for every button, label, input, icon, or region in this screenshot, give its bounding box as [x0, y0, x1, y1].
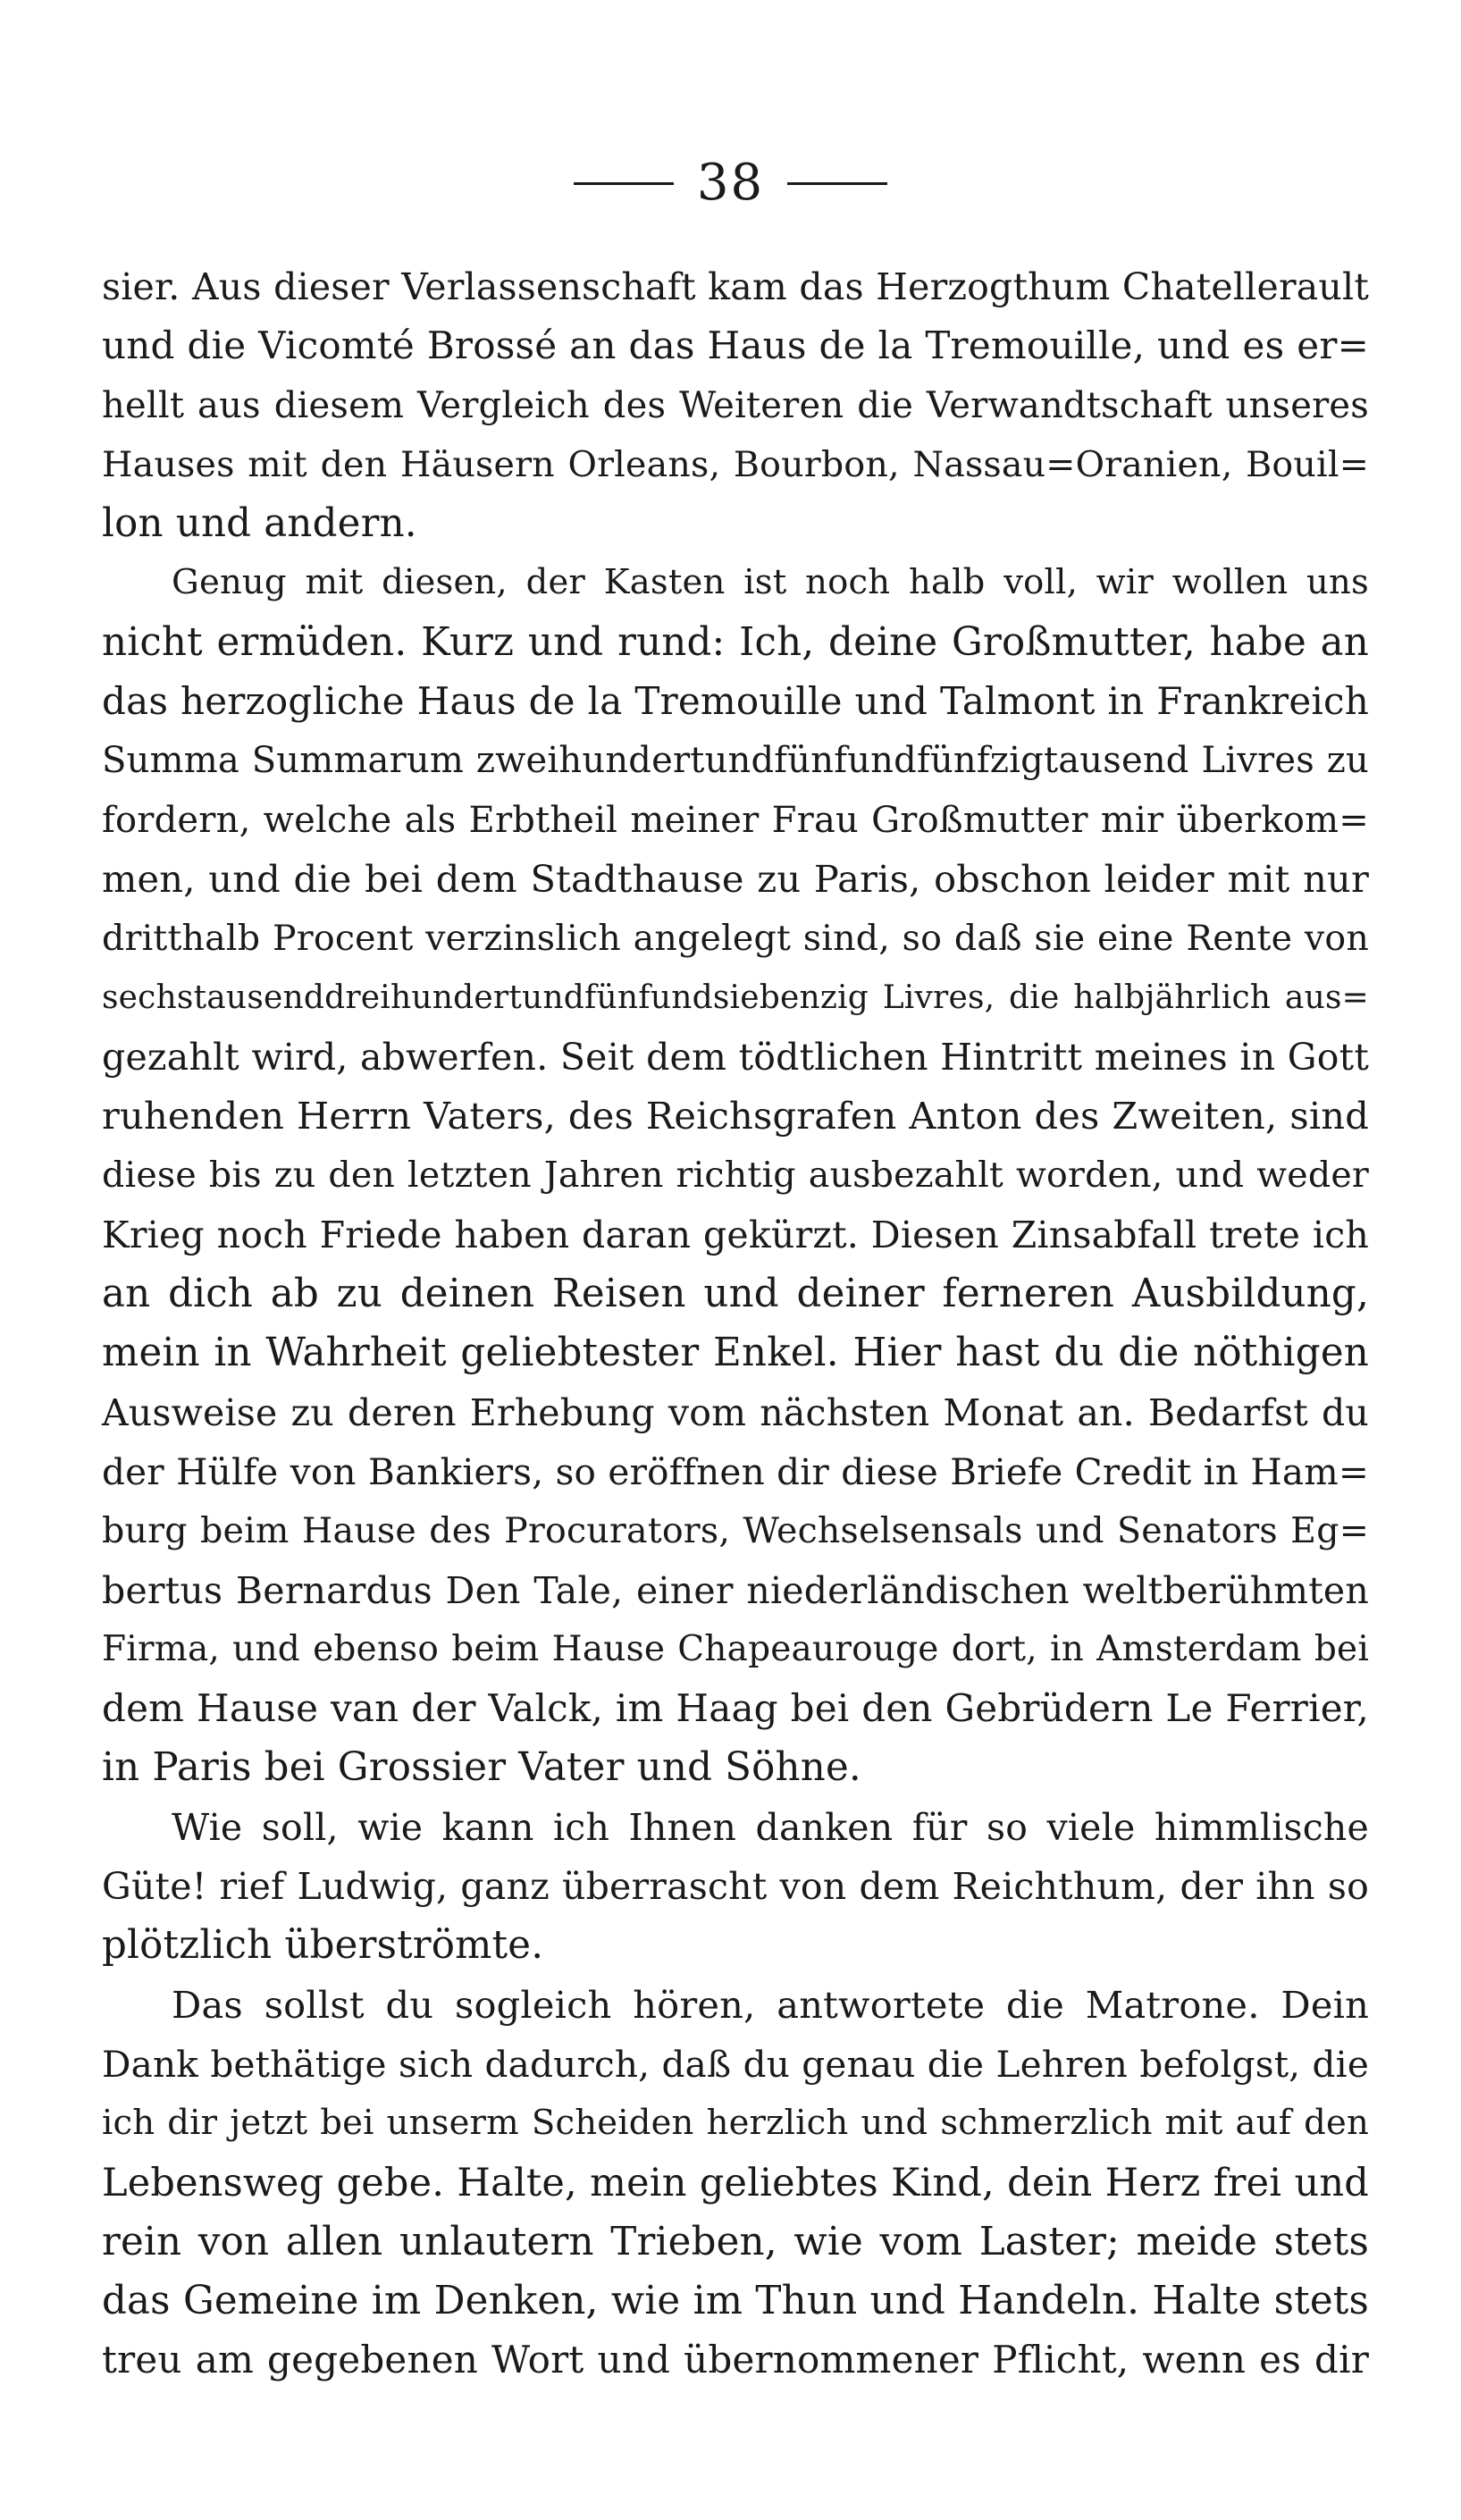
text-line: Wie soll, wie kann ich Ihnen danken für so viele himmlische: [172, 1805, 1369, 1849]
text-line: dritthalb Procent verzinslich angelegt sind, so daß sie eine Rente von: [102, 918, 1369, 960]
text-line: Krieg noch Friede haben daran gekürzt. Diesen Zinsabfall trete ich: [102, 1213, 1369, 1256]
text-line: nicht ermüden. Kurz und rund: Ich, deine Großmutter, habe an: [102, 619, 1369, 665]
text-line: und die Vicomté Brossé an das Haus de la Tremouille, und es er=: [102, 323, 1369, 368]
text-line: Lebensweg gebe. Halte, mein geliebtes Kind, dein Herz frei und: [102, 2160, 1369, 2205]
text-line: ruhenden Herrn Vaters, des Reichsgrafen Anton des Zweiten, sind: [102, 1094, 1369, 1138]
text-line: Genug mit diesen, der Kasten ist noch halb voll, wir wollen uns: [172, 562, 1369, 603]
text-line: lon und andern.: [102, 501, 417, 547]
page-header: [0, 152, 1461, 214]
text-line: Dank bethätige sich dadurch, daß du genau die Lehren befolgst, die: [102, 2042, 1369, 2086]
paragraph: [102, 1798, 1369, 1976]
text-line: Summa Summarum zweihundertundfünfundfünfzigtausend Livres zu: [102, 740, 1369, 782]
header-rule-right: [787, 182, 887, 185]
paragraph: [102, 553, 1369, 1797]
text-line: Hauses mit den Häusern Orleans, Bourbon, Nassau=Oranien, Bouil=: [102, 443, 1369, 485]
text-line: Güte! rief Ludwig, ganz überrascht von dem Reichthum, der ihn so: [102, 1865, 1369, 1909]
text-line: in Paris bei Grossier Vater und Söhne.: [102, 1745, 861, 1791]
text-line: gezahlt wird, abwerfen. Seit dem tödtlichen Hintritt meines in Gott: [102, 1035, 1369, 1079]
text-line: sier. Aus dieser Verlassenschaft kam das Herzogthum Chatellerault: [102, 265, 1369, 308]
text-line: das herzogliche Haus de la Tremouille und Talmont in Frankreich: [102, 679, 1369, 724]
text-line: sechstausenddreihundertundfünfundsiebenzig Livres, die halbjährlich aus=: [102, 979, 1369, 1016]
text-line: diese bis zu den letzten Jahren richtig ausbezahlt worden, und weder: [102, 1155, 1369, 1197]
paragraph: [102, 1976, 1369, 2390]
header-rule-left: [574, 182, 674, 185]
text-line: der Hülfe von Bankiers, so eröffnen dir diese Briefe Credit in Ham=: [102, 1449, 1369, 1493]
text-line: fordern, welche als Erbtheil meiner Frau Großmutter mir überkom=: [102, 799, 1369, 841]
text-line: das Gemeine im Denken, wie im Thun und Handeln. Halte stets: [102, 2279, 1369, 2324]
text-line: treu am gegebenen Wort und übernommener Pflicht, wenn es dir: [102, 2338, 1369, 2382]
text-line: hellt aus diesem Vergleich des Weiteren die Verwandtschaft unseres: [102, 384, 1369, 426]
text-line: burg beim Hause des Procurators, Wechselsensals und Senators Eg=: [102, 1510, 1369, 1552]
text-line: Firma, und ebenso beim Hause Chapeaurouge dort, in Amsterdam bei: [102, 1628, 1369, 1669]
text-line: ich dir jetzt bei unserm Scheiden herzlich und schmerzlich mit auf den: [102, 2103, 1369, 2144]
text-line: dem Hause van der Valck, im Haag bei den Gebrüdern Le Ferrier,: [102, 1686, 1369, 1731]
text-line: men, und die bei dem Stadthause zu Paris, obschon leider mit nur: [102, 856, 1369, 901]
text-line: an dich ab zu deinen Reisen und deiner ferneren Ausbildung,: [102, 1272, 1369, 1317]
paragraph: [102, 257, 1369, 553]
text-line: rein von allen unlautern Trieben, wie vom Laster; meide stets: [102, 2219, 1369, 2264]
text-line: Ausweise zu deren Erhebung vom nächsten Monat an. Bedarfst du: [102, 1390, 1369, 1434]
page-body: [102, 257, 1369, 2390]
text-line: mein in Wahrheit geliebtester Enkel. Hier hast du die nöthigen: [102, 1331, 1369, 1376]
text-line: plötzlich überströmte.: [102, 1923, 544, 1969]
text-line: bertus Bernardus Den Tale, einer niederländischen weltberühmten: [102, 1568, 1369, 1612]
text-line: Das sollst du sogleich hören, antwortete die Matrone. Dein: [172, 1982, 1369, 2027]
page-number: 38: [696, 154, 765, 212]
